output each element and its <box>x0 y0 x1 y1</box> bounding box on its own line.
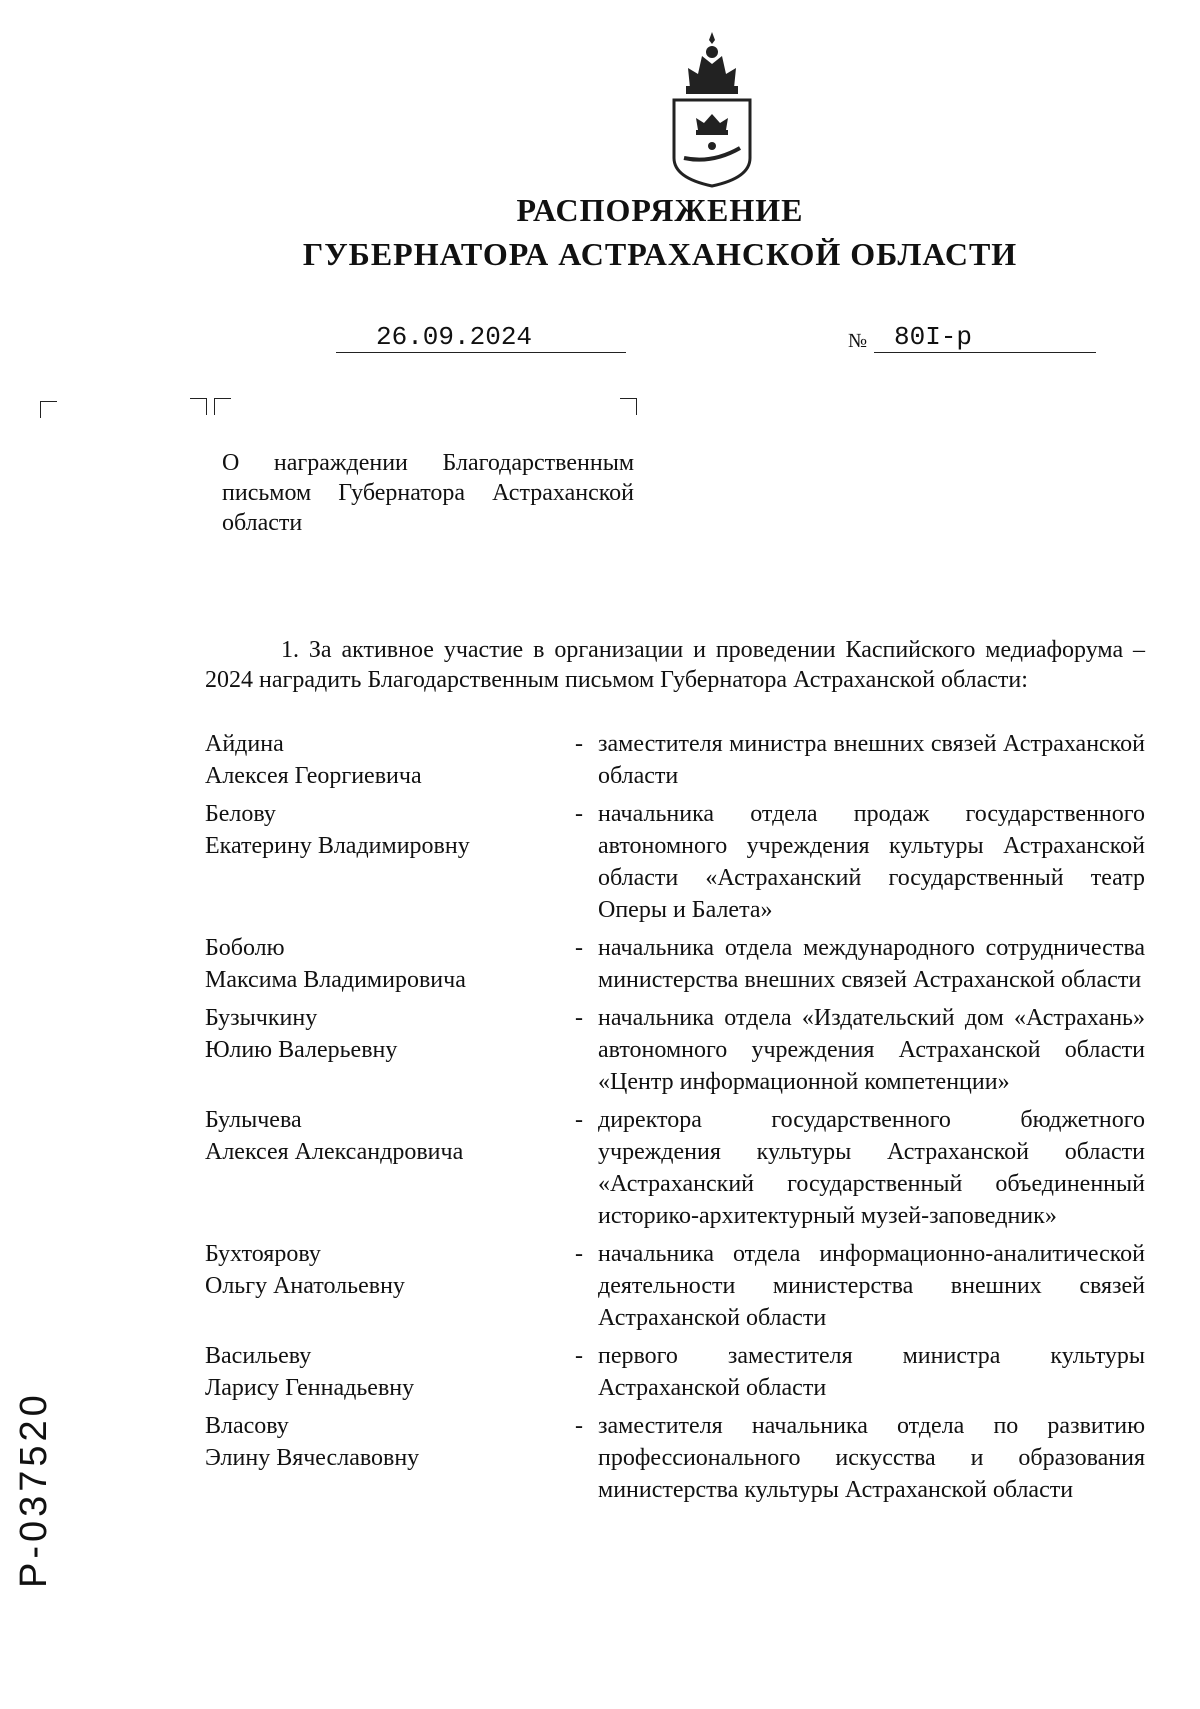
awardee-description: начальника отдела «Издательский дом «Астрахань» автономного учреждения Астраханской области «Центр информационной компетенции» <box>598 1005 1145 1095</box>
left-margin-corner-mark <box>40 401 57 418</box>
body-paragraph: 1. За активное участие в организации и проведении Каспийского медиафорума – 2024 наградить Благодарственным письмом Губернатора Астраханской области: <box>205 637 1145 693</box>
awardee-description: заместителя министра внешних связей Астраханской области <box>598 731 1145 789</box>
awardee-description: первого заместителя министра культуры Астраханской области <box>598 1343 1145 1401</box>
awardee-name: Булычева Алексея Александровича <box>205 1107 464 1165</box>
awardee-item <box>205 1002 1145 1098</box>
document-date: 26.09.2024 <box>376 322 533 352</box>
document-title: РАСПОРЯЖЕНИЕ <box>516 192 804 228</box>
awardee-item <box>205 932 1145 996</box>
awardee-description: директора государственного бюджетного учреждения культуры Астраханской области «Астраханский государственный объединенный историко-архитектурный музей-заповедник» <box>598 1107 1145 1229</box>
awardee-name: Васильеву Ларису Геннадьевну <box>205 1343 415 1401</box>
subject-corner-mark-right <box>620 398 637 415</box>
awardee-dash: - <box>575 1005 583 1031</box>
coat-of-arms-icon <box>660 30 764 190</box>
awardee-item <box>205 728 1145 792</box>
awardee-item <box>205 1104 1145 1232</box>
awardee-dash: - <box>575 731 583 757</box>
awardee-name: Бухтоярову Ольгу Анатольевну <box>205 1241 405 1299</box>
awardee-item <box>205 1410 1145 1506</box>
document-subject: О награждении Благодарственным письмом Губернатора Астраханской области <box>222 450 634 536</box>
awardee-name: Власову Элину Вячеславовну <box>205 1413 420 1471</box>
awardee-dash: - <box>575 801 583 827</box>
awardee-dash: - <box>575 935 583 961</box>
awardee-name: Белову Екатерину Владимировну <box>205 801 470 859</box>
awardee-name: Боболю Максима Владимировича <box>205 935 466 993</box>
awardee-description: заместителя начальника отдела по развитию профессионального искусства и образования министерства культуры Астраханской области <box>598 1413 1145 1503</box>
subject-corner-mark-left-b <box>214 398 231 415</box>
awardee-item <box>205 798 1145 926</box>
awardee-list <box>205 728 1145 1512</box>
awardee-dash: - <box>575 1107 583 1133</box>
date-field <box>336 322 626 353</box>
document-number: 80I-р <box>894 322 973 352</box>
document-issuer: ГУБЕРНАТОРА АСТРАХАНСКОЙ ОБЛАСТИ <box>302 236 1018 272</box>
awardee-description: начальника отдела информационно-аналитической деятельности министерства внешних связей Астраханской области <box>598 1241 1145 1331</box>
awardee-dash: - <box>575 1343 583 1369</box>
awardee-dash: - <box>575 1413 583 1439</box>
number-sign: № <box>848 330 868 352</box>
awardee-dash: - <box>575 1241 583 1267</box>
awardee-description: начальника отдела продаж государственного автономного учреждения культуры Астраханской области «Астраханский государственный театр Оперы и Балета» <box>598 801 1145 923</box>
number-field <box>874 322 1096 353</box>
awardee-description: начальника отдела международного сотрудничества министерства внешних связей Астраханской области <box>598 935 1145 993</box>
awardee-item <box>205 1238 1145 1334</box>
awardee-item <box>205 1340 1145 1404</box>
awardee-name: Бузычкину Юлию Валерьевну <box>205 1005 398 1063</box>
subject-corner-mark-left-a <box>190 398 207 415</box>
awardee-name: Айдина Алексея Георгиевича <box>205 731 422 789</box>
registration-code: Р-037520 <box>13 1391 55 1588</box>
